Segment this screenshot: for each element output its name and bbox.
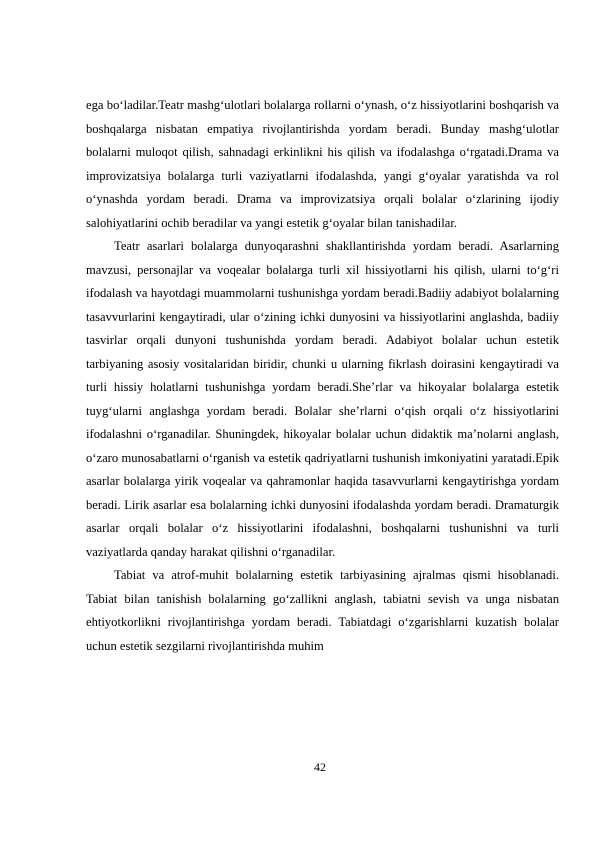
paragraph-nature: Tabiat va atrof-muhit bolalarning estetik tarbiyasining ajralmas qismi hisoblanadi. Tabiat bilan tanishish bolalarning go‘zallikni anglash, tabiatni sevish va unga nisbatan ehtiyotkorlikni rivojlantirishga yordam beradi. Tabiatdagi o‘zgarishlarni kuzatish bolalar uchun estetik sezgilarni rivojlantirishda muhim [86,568,559,653]
page-number: 42 [314,760,326,774]
paragraph-continuation: ega bo‘ladilar.Teatr mashg‘ulotlari bolalarga rollarni o‘ynash, o‘z hissiyotlarini boshqarish va boshqalarga nisbatan empatiya rivojlantirishda yordam beradi. Bunday mashg‘ulotlar bolalarni muloqot qilish, sahnadagi erkinlikni his qilish va ifodalashga o‘rgatadi.Drama va improvizatsiya bolalarga turli vaziyatlarni ifodalashda, yangi g‘oyalar yaratishda va rol o‘ynashda yordam beradi. Drama va improvizatsiya orqali bolalar o‘zlarining ijodiy salohiyatlarini ochib beradilar va yangi estetik g‘oyalar bilan tanishadilar. [86,98,559,230]
page-body [86,94,559,658]
paragraph-theatre-works: Teatr asarlari bolalarga dunyoqarashni shakllantirishda yordam beradi. Asarlarning mavzusi, personajlar va voqealar bolalarga turli xil hissiyotlarni his qilish, ularni to‘g‘ri ifodalash va hayotdagi muammolarni tushunishga yordam beradi.Badiiy adabiyot bolalarning tasavvurlarini kengaytiradi, ular o‘zining ichki dunyosini va hissiyotlarini anglashda, badiiy tasvirlar orqali dunyoni tushunishda yordam beradi. Adabiyot bolalar uchun estetik tarbiyaning asosiy vositalaridan biridir, chunki u ularning fikrlash doirasini kengaytiradi va turli hissiy holatlarni tushunishga yordam beradi.She’rlar va hikoyalar bolalarga estetik tuyg‘ularni anglashga yordam beradi. Bolalar she’rlarni o‘qish orqali o‘z hissiyotlarini ifodalashni o‘rganadilar. Shuningdek, hikoyalar bolalar uchun didaktik ma’nolarni anglash, o‘zaro munosabatlarni o‘rganish va estetik qadriyatlarni tushunish imkoniyatini yaratadi.Epik asarlar bolalarga yirik voqealar va qahramonlar haqida tasavvurlarni kengaytirishga yordam beradi. Lirik asarlar esa bolalarning ichki dunyosini ifodalashda yordam beradi. Dramaturgik asarlar orqali bolalar o‘z hissiyotlarini ifodalashni, boshqalarni tushunishni va turli vaziyatlarda qanday harakat qilishni o‘rganadilar. [86,239,559,559]
